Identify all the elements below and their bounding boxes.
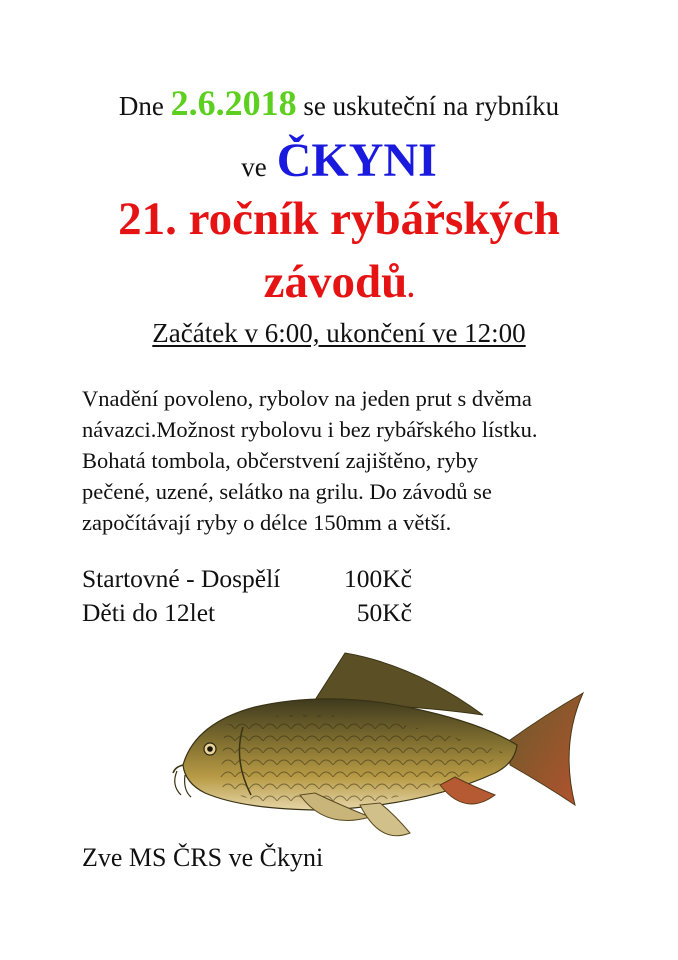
event-date: 2.6.2018	[170, 83, 297, 123]
price-list	[82, 562, 412, 630]
announcement-prefix: Dne	[118, 91, 171, 121]
info-paragraph	[82, 383, 538, 538]
adult-price: 100Kč	[344, 564, 412, 593]
announcement-line	[0, 82, 678, 124]
price-row-adult	[82, 562, 412, 596]
carp-illustration	[165, 645, 585, 855]
adult-label: Startovné - Dospělí	[82, 564, 281, 593]
price-row-child	[82, 596, 412, 630]
event-title-line-1: 21. ročník rybářských	[118, 193, 560, 245]
child-label: Děti do 12let	[82, 598, 216, 627]
info-line: započítávají ryby o délce 150mm a větší.	[82, 510, 452, 535]
event-title-line-2	[0, 255, 678, 309]
announcement-suffix: se uskuteční na rybníku	[296, 91, 560, 121]
location-line	[0, 133, 678, 188]
info-line: pečené, uzené, selátko na grilu. Do závodů se	[82, 479, 492, 504]
event-title-dot: .	[407, 273, 415, 304]
info-line: Vnadění povoleno, rybolov na jeden prut s dvěma	[82, 386, 532, 411]
child-price: 50Kč	[356, 598, 412, 627]
schedule-text: Začátek v 6:00, ukončení ve 12:00	[152, 318, 526, 348]
info-line: návazci.Možnost rybolovu i bez rybářského lístku.	[82, 417, 538, 442]
info-line: Bohatá tombola, občerstvení zajištěno, ryby	[82, 448, 479, 473]
invitation-footer: Zve MS ČRS ve Čkyni	[82, 843, 324, 872]
location-name: ČKYNI	[276, 134, 437, 187]
location-prefix: ve	[241, 152, 267, 182]
event-title-word: závodů	[263, 256, 408, 308]
